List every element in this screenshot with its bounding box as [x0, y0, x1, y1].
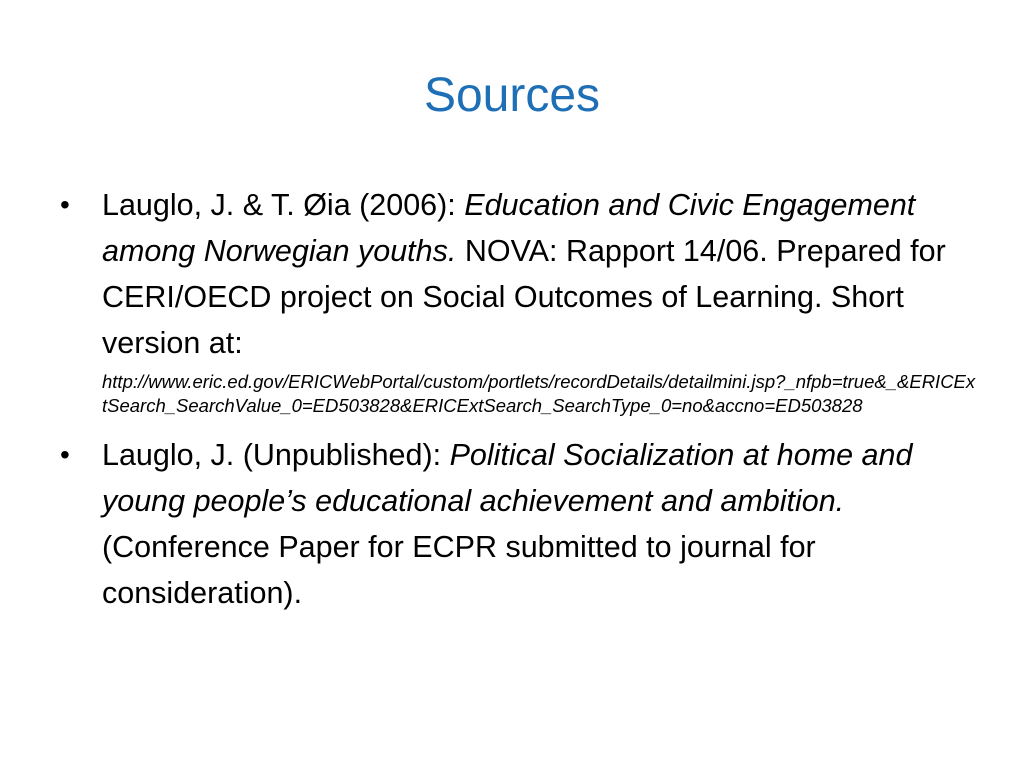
reference-details: NOVA: Rapport 14/06. Prepared for CERI/OECD project on Social Outcomes of Learning. Short version at:: [102, 234, 946, 360]
reference-title: Political Socialization at home and young people’s educational achievement and ambition.: [102, 438, 913, 518]
reference-authors: Lauglo, J. (Unpublished):: [102, 438, 450, 472]
reference-authors: Lauglo, J. & T. Øia (2006):: [102, 188, 465, 222]
reference-item-1: [58, 182, 978, 424]
reference-details: (Conference Paper for ECPR submitted to journal for consideration).: [102, 530, 816, 610]
reference-url[interactable]: http://www.eric.ed.gov/ERICWebPortal/custom/portlets/recordDetails/detailmini.jsp?_nfpb=true&_&ERICExtSearch_SearchValue_0=ED503828&ERICExtSearch_SearchType_0=no&accno=ED503828: [102, 371, 976, 416]
reference-item-2: [58, 432, 978, 616]
reference-list: [58, 182, 978, 624]
slide-title: Sources: [423, 69, 601, 122]
reference-title: Education and Civic Engagement among Norwegian youths.: [102, 188, 916, 268]
bullet-icon: •: [60, 439, 70, 470]
bullet-icon: •: [60, 189, 70, 220]
